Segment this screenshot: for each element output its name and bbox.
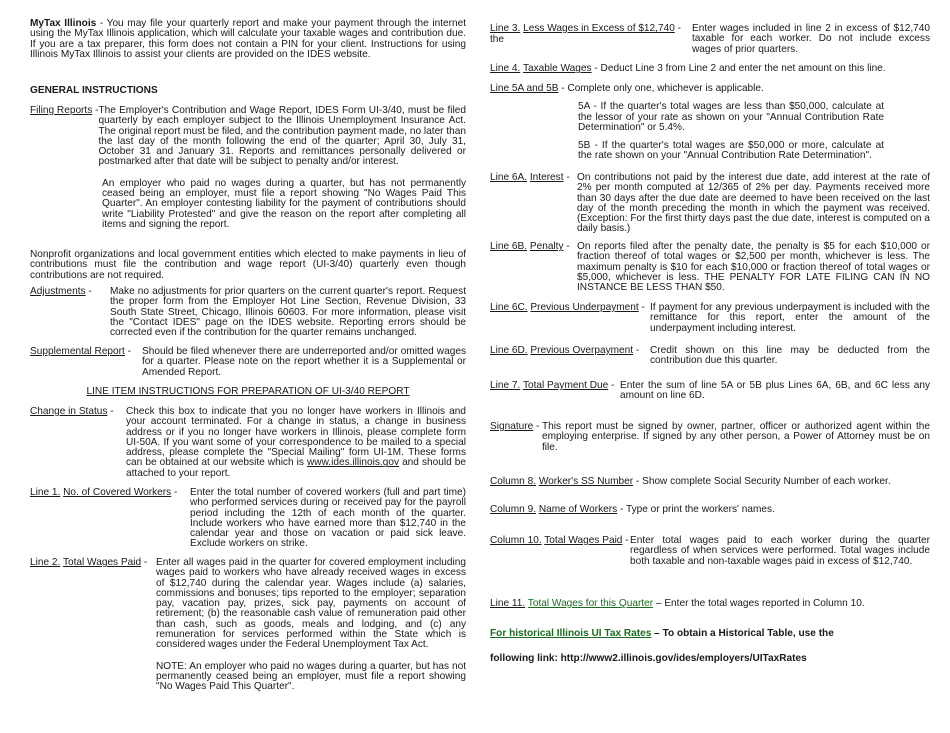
line3-text: Enter wages included in line 2 in excess of $12,740 taxable for each worker. Do not include excess wages of prior quarters. (692, 23, 930, 55)
adjustments-label: Adjustments (30, 286, 86, 297)
intro-text: - You may file your quarterly report and make your payment through the internet using the MyTax Illinois application, which will calculate your taxable wages and contribution due. If you are a tax preparer, this form does not contain a PIN for your client. Instructions for using Illinois MyTax Illinois to assist your clients are provided on the IDES website. (30, 18, 467, 60)
line2-text: Enter all wages paid in the quarter for covered employment including wages paid to workers who have already received wages in excess of $12,740 during the calendar year. Wages include (a) salaries, commissions and bonuses; tips reported to the employer; separation pay, vacation pay, prizes, sick pay, payments on account of retirement; (b) the reasonable cash value of remuneration paid other than cash, such as goods, meals and lodging, and (c) any remuneration for services performed within the State which is considered wages under the Federal Unemployment Tax Act. (156, 557, 466, 651)
line7-text: Enter the sum of line 5A or 5B plus Lines 6A, 6B, and 6C less any amount on line 6D. (620, 380, 930, 402)
adjustments-section: Adjustments - Make no adjustments for prior quarters on the current quarter's report. Request the proper form from the Employer Hot Line Section, Revenue Division, 33 South State Street, Chicago, Illinois 60603. For more information, please visit the "Contact IDES" page on the IDES website. Reporting errors should be corrected even if the contribution for the quarter remains unchanged. (30, 286, 466, 339)
line6a-section: Line 6A. Interest - On contributions not paid by the interest due date, add interest at the rate of 2% per month computed at 12/365 of 2% per day. Payments received more than 30 days after the due date are deemed to have been received on the last day of the month preceding the month in which the payment was received. (Exception: For the first thirty days past the due date, interest is computed on a daily basis.) (490, 172, 930, 235)
adjustments-text: Make no adjustments for prior quarters on the current quarter's report. Request the proper form from the Employer Hot Line Section, Revenue Division, 33 South State Street, Chicago, Illinois 60603. For more information, please visit the "Contact IDES" page on the IDES website. Reporting errors should be corrected even if the contribution for the quarter remains unchanged. (110, 286, 466, 339)
line4-section: Line 4. Taxable Wages - Deduct Line 3 from Line 2 and enter the net amount on this line. (490, 63, 886, 74)
line6b-label: Penalty (529, 241, 564, 252)
line2-note: NOTE: An employer who paid no wages during a quarter, but has not permanently ceased being an employer, must file a report showing "No Wages Paid This Quarter". (156, 660, 466, 693)
filing-reports-label: Filing Reports (30, 105, 93, 116)
col10-section: Column 10. Total Wages Paid - Enter total wages paid to each worker during the quarter regardless of when services were performed. Total wages include both taxable and non-taxable wages paid in excess of $12,740. (490, 535, 930, 567)
line6a-label: Interest (529, 172, 564, 183)
change-status-label: Change in Status (30, 406, 108, 417)
col9-section: Column 9. Name of Workers - Type or print the workers' names. (490, 504, 775, 515)
filing-reports-section: Filing Reports - The Employer's Contribution and Wage Report, IDES Form UI-3/40, must be filed quarterly by each employer subject to the Illinois Unemployment Insurance Act. The original report must be filed, and the contribution payment made, no later than the last day of the month following the end of the quarter; April 30, July 31, October 31 and January 31. Reports and remittances personally delivered or postmarked after that date will be subject to penalty and/or interest. An employer who paid no wages during a quarter, but has not permanently ceased being an employer, must file a report showing "No Wages Paid This Quarter". An employer contesting liability for the payment of contributions should write "Liability Protested" and give the reason on the report after completing all items and signing the report. (30, 105, 466, 230)
line1-label: No. of Covered Workers (63, 487, 172, 498)
line6a-text: On contributions not paid by the interest due date, add interest at the rate of 2% per month computed at 12/365 of 2% per day. Payments received more than 30 days after the due date are deemed to have been received on the last day of the month preceding the month in which the payment was received. (Exception: For the first thirty days past the due date, interest is computed on a daily basis.) (577, 172, 930, 235)
line6c-section: Line 6C. Previous Underpayment - If payment for any previous underpayment is included with the remittance for this report, enter the amount of the underpayment including interest. (490, 302, 930, 334)
line5-section: Line 5A and 5B - Complete only one, whichever is applicable. 5A - If the quarter's total wages are less than $50,000, calculate at the lessor of your rate as shown on your "Annual Contribution Rate Determination" or 5.4%. 5B - If the quarter's total wages are $50,000 or more, calculate at the rate shown on your "Annual Contribution Rate Determination". (490, 83, 884, 162)
line4-label: Taxable Wages (522, 63, 592, 74)
signature-label: Signature (490, 421, 534, 432)
line6c-label: Previous Underpayment (530, 302, 639, 313)
col10-text: Enter total wages paid to each worker during the quarter regardless of when services were performed. Total wages include both taxable and non-taxable wages paid in excess of $12,740. (630, 535, 930, 567)
supplemental-section: Supplemental Report - Should be filed whenever there are underreported and/or omitted wages for a quarter. Please note on the report whether it is a Supplemental or Amended Report. (30, 346, 466, 378)
line3-label: Less Wages in Excess of $12,740 (523, 23, 675, 34)
supplemental-label: Supplemental Report (30, 346, 125, 357)
ides-website-link[interactable]: www.ides.illinois.gov (307, 457, 400, 469)
line1-section: Line 1. No. of Covered Workers - Enter the total number of covered workers (full and part time) who performed services during or received pay for the payroll period including the 12th of each month of the quarter. Include workers who have earned more than $12,740 in the calendar year and those on vacation or paid sick leave. Exclude workers on strike. (30, 487, 466, 550)
change-status-section: Change in Status - Check this box to indicate that you no longer have workers in Illinois and your account terminated. For a change in status, a change in business address or if you no longer have workers in Illinois, please complete form UI-50A. If you want some of your correspondence to be mailed to a special address, please complete the "Special Mailing" form UI-1M. These forms can be obtained at our website which is www.ides.illinois.gov and should be attached to your report. (30, 406, 466, 479)
historical-rates-line (490, 629, 930, 639)
line5b-text: 5B - If the quarter's total wages are $50,000 or more, calculate at the rate shown on your "Annual Contribution Rate Determination". (578, 140, 884, 162)
line6d-section: Line 6D. Previous Overpayment - Credit shown on this line may be deducted from the contribution due this quarter. (490, 345, 930, 367)
line-item-heading: LINE ITEM INSTRUCTIONS FOR PREPARATION OF UI-3/40 REPORT (86, 386, 410, 397)
change-status-text: Check this box to indicate that you no longer have workers in Illinois and your account terminated. For a change in status, a change in business address or if you no longer have workers in Illinois, please complete form UI-50A. If you want some of your correspondence to be mailed to a special address, please complete the "Special Mailing" form UI-1M. These forms can be obtained at our website which is (126, 406, 466, 469)
line7-section: Line 7. Total Payment Due - Enter the sum of line 5A or 5B plus Lines 6A, 6B, and 6C less any amount on line 6D. (490, 380, 930, 402)
line11-text: – Enter the total wages reported in Column 10. (653, 598, 865, 609)
line1-text: Enter the total number of covered workers (full and part time) who performed services during or received pay for the payroll period including the 12th of each month of the quarter. Include workers who have earned more than $12,740 in the calendar year and those on vacation or paid sick leave. Exclude workers on strike. (190, 487, 466, 550)
line6b-section: Line 6B. Penalty - On reports filed after the penalty date, the penalty is $5 for each $10,000 or fraction thereof of total wages or $2,500 per month, whichever is less. The maximum penalty is $10 for each $10,000 or fraction thereof of total wages or $5,000, whichever is less. THE PENALTY FOR LATE FILING CAN IN NO INSTANCE BE LESS THAN $50. (490, 241, 930, 294)
filing-reports-p2: An employer who paid no wages during a quarter, but has not permanently ceased being an employer, must file a report showing "No Wages Paid This Quarter". An employer contesting liability for the payment of contributions should write "Liability Protested" and give the reason on the report after completing all items and signing the report. (102, 177, 466, 230)
col8-text: - Show complete Social Security Number of each worker. (633, 476, 891, 487)
line6d-text: Credit shown on this line may be deducted from the contribution due this quarter. (650, 345, 930, 367)
line11-label: Total Wages for this Quarter (527, 598, 654, 609)
intro-lead: MyTax Illinois (30, 18, 97, 29)
line2-section: Line 2. Total Wages Paid - Enter all wages paid in the quarter for covered employment including wages paid to workers who have already received wages in excess of $12,740 during the calendar year. Wages include (a) salaries, commissions and bonuses; tips reported to the employer; separation pay, vacation pay, prizes, sick pay, payments on account of retirement; (b) the reasonable cash value of remuneration paid other than cash, such as goods, meals and lodging, and (c) any remuneration for services performed within the State which is considered wages under the Federal Unemployment Tax Act. NOTE: An employer who paid no wages during a quarter, but has not permanently ceased being an employer, must file a report showing "No Wages Paid This Quarter". (30, 557, 466, 693)
general-instructions-heading: GENERAL INSTRUCTIONS (30, 85, 158, 96)
line7-label: Total Payment Due (522, 380, 609, 391)
col10-label: Total Wages Paid (544, 535, 623, 546)
nonprofit-paragraph: Nonprofit organizations and local government entities which elected to make payments in lieu of contributions must file the contribution and wage report (UI-3/40) quarterly even though contributions are not required. (30, 249, 466, 281)
filing-reports-p1: The Employer's Contribution and Wage Report, IDES Form UI-3/40, must be filed quarterly by each employer subject to the Illinois Unemployment Insurance Act. The original report must be filed, and the contribution payment made, no later than the last day of the month following the end of the quarter; April 30, July 31, October 31 and January 31. Reports and remittances personally delivered or postmarked after that date will be subject to penalty and/or interest. (98, 105, 466, 168)
line6d-label: Previous Overpayment (530, 345, 634, 356)
historical-rates-link[interactable]: following link: http://www2.illinois.gov/ides/employers/UITaxRates (490, 653, 807, 664)
col9-label: Name of Workers (538, 504, 618, 515)
line5-label: Line 5A and 5B (490, 83, 559, 94)
col8-section: Column 8. Worker's SS Number - Show complete Social Security Number of each worker. (490, 476, 891, 487)
intro-paragraph (30, 19, 466, 60)
line6b-text: On reports filed after the penalty date, the penalty is $5 for each $10,000 or fraction thereof of total wages or $2,500 per month, whichever is less. The maximum penalty is $10 for each $10,000 or fraction thereof of total wages or $5,000, whichever is less. THE PENALTY FOR LATE FILING CAN IN NO INSTANCE BE LESS THAN $50. (577, 241, 930, 294)
line5a-text: 5A - If the quarter's total wages are less than $50,000, calculate at the lessor of your rate as shown on your "Annual Contribution Rate Determination" or 5.4%. (578, 101, 884, 133)
line4-text: - Deduct Line 3 from Line 2 and enter the net amount on this line. (591, 63, 886, 74)
historical-rates-text: – To obtain a Historical Table, use the (651, 628, 834, 639)
col8-label: Worker's SS Number (538, 476, 634, 487)
col9-text: - Type or print the workers' names. (617, 504, 775, 515)
line6c-text: If payment for any previous underpayment is included with the remittance for this report, enter the amount of the underpayment including interest. (650, 302, 930, 334)
line11-section: Line 11. Total Wages for this Quarter – Enter the total wages reported in Column 10. (490, 598, 865, 609)
signature-text: This report must be signed by owner, partner, officer or authorized agent within the employing enterprise. If signed by any other person, a Power of Attorney must be on file. (542, 421, 930, 453)
supplemental-text: Should be filed whenever there are underreported and/or omitted wages for a quarter. Please note on the report whether it is a Supplemental or Amended Report. (142, 346, 466, 378)
historical-rates-label[interactable]: For historical Illinois UI Tax Rates (490, 628, 652, 639)
line2-label: Total Wages Paid (62, 557, 142, 568)
signature-section: Signature - This report must be signed by owner, partner, officer or authorized agent within the employing enterprise. If signed by any other person, a Power of Attorney must be on file. (490, 421, 930, 453)
